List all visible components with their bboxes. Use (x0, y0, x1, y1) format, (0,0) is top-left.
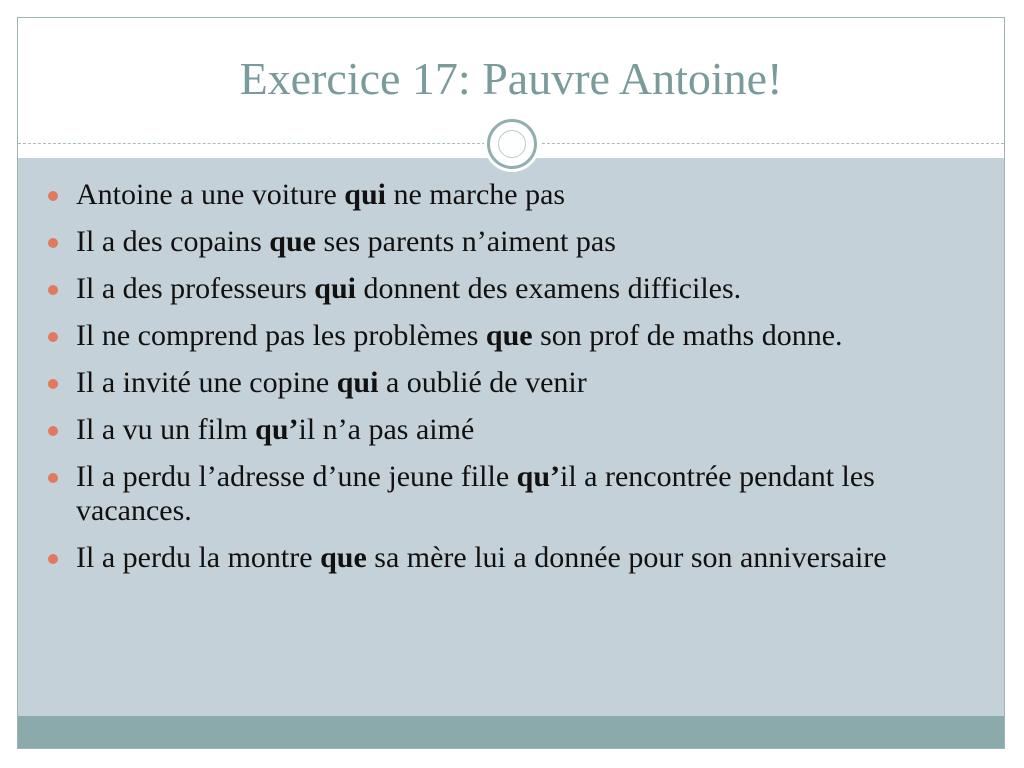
bullet-icon (48, 238, 58, 248)
circle-ornament-icon (487, 119, 537, 169)
bullet-text-after: son prof de maths donne. (532, 319, 843, 352)
bullet-text-after: ses parents n’aiment pas (315, 225, 616, 258)
slide-title: Exercice 17: Pauvre Antoine! (239, 53, 783, 104)
bullet-text-before: Il a des copains (76, 225, 270, 258)
bullet-text-before: Il ne comprend pas les problèmes (76, 319, 486, 352)
bullet-text-after: sa mère lui a donnée pour son anniversaire (366, 541, 887, 574)
relative-pronoun: que (269, 225, 316, 258)
bullet-list (48, 178, 988, 588)
bullet-item (48, 541, 988, 575)
bullet-icon (48, 473, 58, 483)
bullet-item (48, 460, 988, 528)
relative-pronoun: que (320, 541, 367, 574)
bullet-icon (48, 554, 58, 564)
bullet-icon (48, 379, 58, 389)
bullet-text-after: il n’a pas aimé (298, 413, 475, 446)
relative-pronoun: qu’ (516, 460, 560, 493)
bullet-text-before: Il a vu un film (76, 413, 256, 446)
bullet-text-before: Il a invité une copine (76, 366, 337, 399)
bullet-item (48, 272, 988, 306)
inner-circle-icon (498, 130, 526, 158)
bullet-text-before: Antoine a une voiture (76, 178, 345, 211)
bullet-text-after: donnent des examens difficiles. (355, 272, 742, 305)
bullet-text-before: Il a perdu la montre (76, 541, 321, 574)
bullet-text-after: ne marche pas (385, 178, 566, 211)
bullet-icon (48, 285, 58, 295)
bullet-text-after: a oublié de venir (378, 366, 587, 399)
relative-pronoun: qui (314, 272, 356, 305)
bullet-item (48, 319, 988, 353)
bullet-item (48, 225, 988, 259)
footer-bar (18, 716, 1004, 749)
bullet-icon (48, 332, 58, 342)
bullet-text-before: Il a des professeurs (76, 272, 315, 305)
relative-pronoun: qu’ (255, 413, 299, 446)
bullet-text-before: Il a perdu l’adresse d’une jeune fille (76, 460, 517, 493)
bullet-icon (48, 426, 58, 436)
bullet-text-after: il a rencontrée pendant les vacances. (76, 460, 875, 527)
slide (17, 17, 1005, 749)
relative-pronoun: qui (344, 178, 386, 211)
bullet-item (48, 366, 988, 400)
bullet-item (48, 178, 988, 212)
relative-pronoun: qui (336, 366, 379, 399)
relative-pronoun: que (485, 319, 533, 352)
bullet-icon (48, 191, 58, 201)
bullet-item (48, 413, 988, 447)
